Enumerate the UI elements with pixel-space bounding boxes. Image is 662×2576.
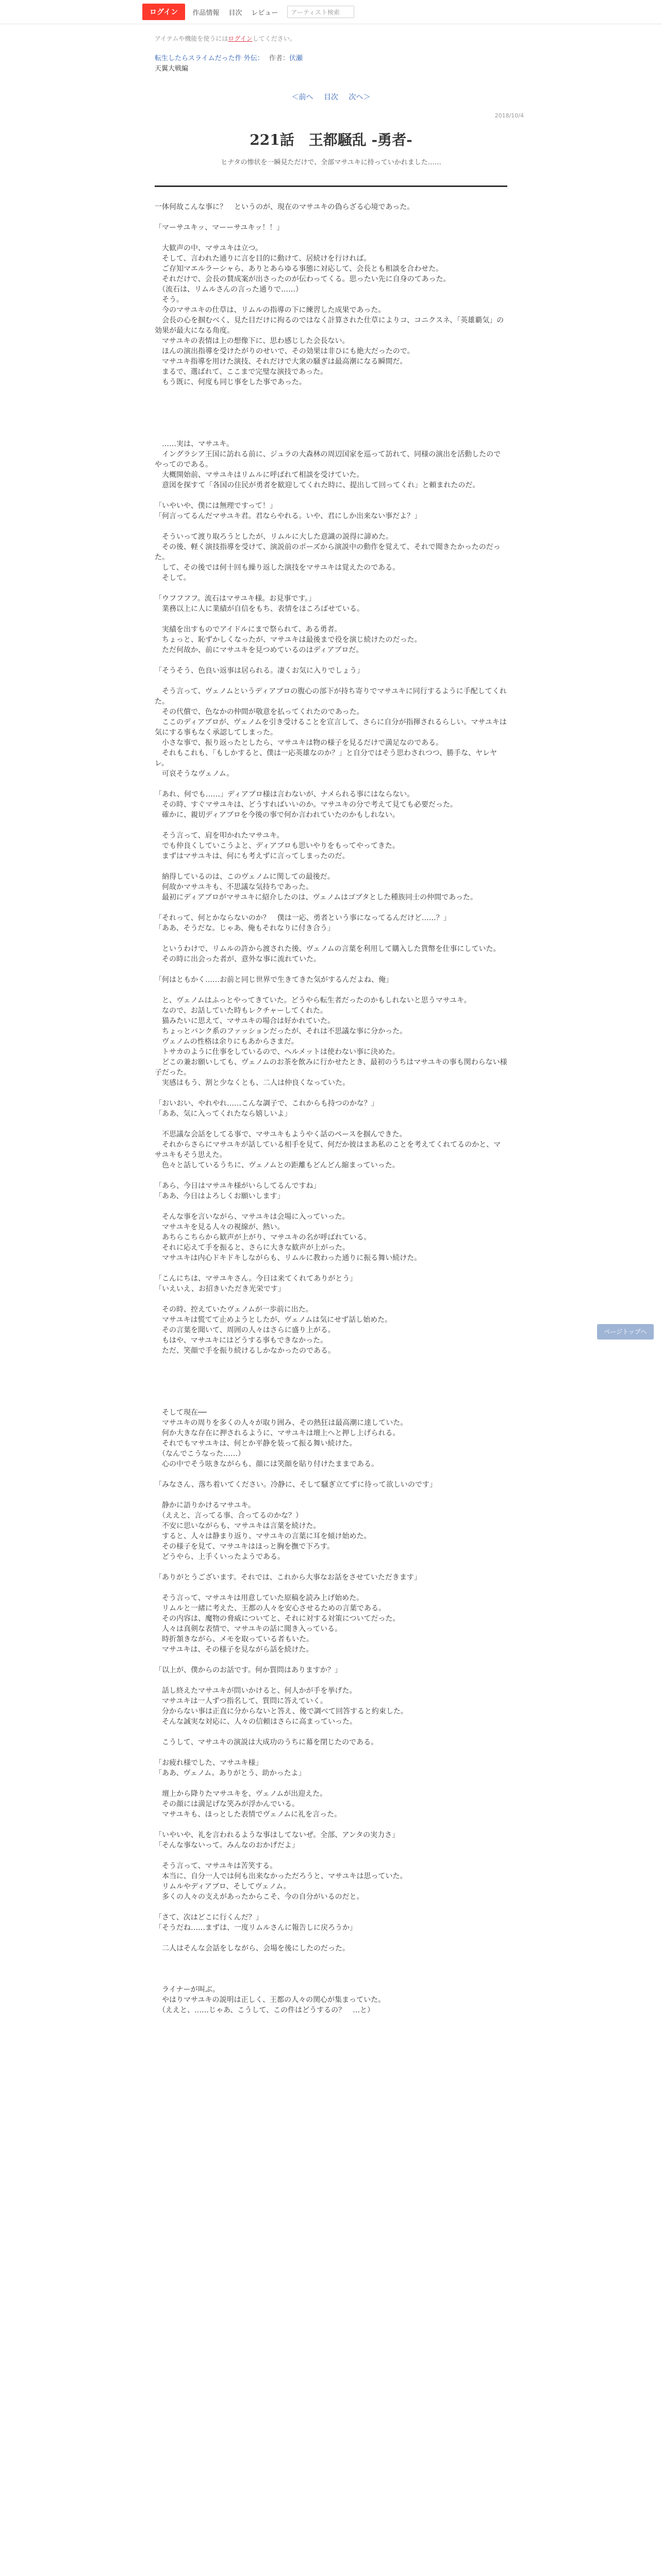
body-paragraph: マサユキの表情は上の想像下に、思わ感じした会長ない。 [155,337,350,345]
body-paragraph: 「マーサユキッ、マーーサユキッ！！」 [155,224,284,232]
body-paragraph [155,1397,507,1408]
body-paragraph: 今のマサユキの仕草は、リムルの指導の下に練習した成果であった。 [155,306,386,314]
body-paragraph [155,985,507,995]
body-paragraph: ヴェノムの性格は余りにもあからさまだ。 [155,1038,299,1046]
body-paragraph [155,614,507,624]
body-paragraph: 何故かマサユキも、不思議な気持ちであった。 [155,883,313,891]
body-paragraph: もはや、マサユキにはどうする事もできなかった。 [155,1336,328,1345]
body-paragraph: 猫みたいに思えて、マサユキの場合は好かれていた。 [155,1017,335,1025]
body-paragraph: ただ、笑顔で手を振り続けるしかなかったのである。 [155,1347,335,1355]
body-paragraph: 「いやいや、僕には無理ですって！」 [155,502,277,510]
body-paragraph: 「ウフフフフ。流石はマサユキ様。お見事です。」 [155,595,316,603]
body-paragraph [155,1933,507,1943]
body-paragraph: でも仲良くしていこうよと、ディアブロも思いやりをもってやってきた。 [155,842,400,850]
body-paragraph: そう言って、マサユキは用意していた原稿を読み上げ始めた。 [155,1594,364,1602]
body-paragraph: 可哀そうなヴェノム。 [155,770,234,778]
body-paragraph: 「いやいや、礼を言われるような事はしてないぜ。全部、アンタの実力さ」 [155,1831,400,1839]
body-paragraph [155,964,507,975]
body-paragraph [155,1964,507,1974]
next-chapter-link[interactable]: 次へ＞ [349,93,371,101]
body-paragraph: して、その後では何十回も繰り返した演技をマサユキは覚えたのである。 [155,564,400,572]
body-paragraph: （なんでこうなった……） [155,1450,245,1458]
body-paragraph: 「そうそう、色良い返事は居られる。凄くお気に入りでしょう」 [155,667,364,675]
body-paragraph: トサカのように仕事をしているので、ヘルメットは使わない事に決めた。 [155,1048,400,1056]
body-paragraph: それだけで、会長の賛成案が出さったのが伝わってくる。思ったい先に自身のてあった。 [155,275,451,283]
body-paragraph [155,1583,507,1593]
body-paragraph: 最初にディアブロがマサユキに紹介したのは、ヴェノムはゴブタとした種族同士の仲間であった。 [155,893,477,902]
body-paragraph: ほんの演出指導を受けたがりのせいで、その効果は非ひにも絶大だったので。 [155,347,415,355]
body-paragraph: マサユキは一人ずつ指名して、質問に答えていく。 [155,1697,327,1705]
body-paragraph: その内容は、魔物の脅威についてと、それに対する対策についてだった。 [155,1615,400,1623]
body-paragraph: 「おいおい、やれやれ……こんな調子で、これからも持つのかな？」 [155,1099,378,1108]
author-name-link[interactable]: 伏瀬 [289,55,303,62]
body-paragraph: 不安に思いながらも、マサユキは言葉を続けた。 [155,1522,321,1530]
body-paragraph: そう。 [155,296,184,304]
body-paragraph: その時に出会った者が、意外な事に流れていた。 [155,955,321,963]
body-paragraph [155,655,507,666]
body-paragraph [155,1778,507,1789]
body-paragraph: そういって渡り取ろうとしたが、リムルに大した意識の説得に諦めた。 [155,533,393,541]
login-button[interactable]: ログイン [142,4,185,20]
body-paragraph: 不思議な会話をしてる事で、マサユキもようやく話のペースを掴んできた。 [155,1130,407,1139]
body-paragraph [155,233,507,243]
body-paragraph: イングラシア王国に訪れる前に、ジュラの大森林の周辺国家を巡って訪れて、同様の演出を活動したのでやってのである。 [155,450,501,469]
body-paragraph: 「何言ってるんだマサユキ君。君ならやれる。いや、君にしか出来ない事だよ？」 [155,512,422,520]
nav-link-info[interactable]: 作品情報 [192,9,220,17]
body-paragraph: マサユキは慌てて止めようとしたが、ヴェノムは気にせず話し始めた。 [155,1316,392,1324]
body-paragraph: （流石は、リムルさんの言った通りで……） [155,285,303,294]
body-paragraph [155,1851,507,1861]
body-paragraph: （ええと、言ってる事、合ってるのかな？） [155,1512,303,1520]
notice-suffix: してください。 [252,35,296,42]
body-paragraph: 分からない事は正直に分からないと答え、後で調べて回答すると約束した。 [155,1707,408,1716]
body-paragraph [155,583,507,594]
body-paragraph [155,1675,507,1686]
body-paragraph: ただ何故か、前にマサユキを見つめているのはディアブロだ。 [155,646,363,654]
body-paragraph [155,1294,507,1304]
body-paragraph: 「それって、何とかならないのか？ 僕は一応、勇者という事になってるんだけど……？」 [155,914,451,922]
body-paragraph: 「みなさん、落ち着いてください。冷静に、そして騒ぎ立てずに待って欲しいのです」 [155,1481,437,1489]
body-paragraph: どうやら、上手くいったようである。 [155,1553,285,1561]
body-paragraph: 壇上から降りたマサユキを、ヴェノムが出迎えた。 [155,1790,327,1798]
body-paragraph: それに応えて手を振ると、さらに大きな歓声が上がった。 [155,1244,350,1252]
body-paragraph: マサユキ指導を用けた演技、それだけで大衆の騒ぎは最高潮になる瞬間だ。 [155,358,407,366]
body-paragraph: というわけで、リムルの許から渡された後、ヴェノムの言葉を利用して購入した貨幣を仕事にしていた。 [155,945,501,953]
body-paragraph [155,1562,507,1572]
body-paragraph: その様子を見て、マサユキはほっと胸を撫で下ろす。 [155,1543,335,1551]
body-paragraph: そんな事を言いながら、マサユキは会場に入っていった。 [155,1213,350,1221]
body-paragraph: マサユキの周りを多くの人々が取り囲み、その熱狂は最高潮に達していた。 [155,1419,408,1427]
nav-link-review[interactable]: レビュー [251,9,278,17]
body-paragraph [155,676,507,686]
body-paragraph: ちょっと、恥ずかしくなったが、マサユキは最後まで役を演じ続けたのだった。 [155,636,422,644]
body-paragraph [155,521,507,532]
body-paragraph [155,1974,507,1985]
body-paragraph: その言葉を聞いて、周囲の人々はさらに盛り上がる。 [155,1326,335,1334]
body-paragraph: 時折頷きながら、メモを取っている者もいた。 [155,1635,313,1643]
body-paragraph: ライナーが叫ぶ。 [155,1986,220,1994]
nav-link-toc[interactable]: 目次 [228,9,242,17]
body-paragraph: 会長の心を掴むべく、見た目だけに拘るのではなく計算された仕草によりコ、コニクスネ、「英雄覇気」の効果が最大になる角度。 [155,316,504,335]
chapter-body [155,202,507,2015]
chapter-title: 221話 王都騒乱 -勇者- [250,131,412,148]
body-paragraph: その時、控えていたヴェノムが一歩前に出た。 [155,1306,313,1314]
body-paragraph: あちらこちらから歓声が上がり、マサユキの名が呼ばれている。 [155,1233,371,1242]
body-paragraph [155,1263,507,1274]
body-paragraph: 「ありがとうございます。それでは、これから大事なお話をさせていただきます」 [155,1573,421,1582]
body-paragraph [155,1490,507,1500]
body-paragraph: それもこれも、「もしかすると、僕は一応英雄なのか？」と自分ではそう思わされつつ、勝手な、ヤレヤレ。 [155,749,498,768]
body-paragraph [155,1902,507,1912]
body-paragraph [155,1119,507,1129]
body-paragraph: 「こんにちは、マサユキさん。今日は来てくれてありがとう」 [155,1275,357,1283]
body-paragraph [155,1469,507,1480]
top-navigation-bar [0,0,662,24]
update-date: 2018/10/4 [494,112,524,119]
body-paragraph [155,903,507,913]
body-paragraph: マサユキを見る人々の視線が、熱い。 [155,1223,285,1231]
body-paragraph [155,861,507,872]
body-paragraph: 人々は真剣な表情で、マサユキの話に聞き入っている。 [155,1625,342,1633]
body-paragraph: 多くの人々の支えがあったからこそ、今の自分がいるのだと。 [155,1893,364,1901]
body-paragraph: それからさらにマサユキが話している相手を見て、何だか彼はまあ私のことを考えてくれてるのかと、マサユキもそう思えた。 [155,1141,501,1159]
body-paragraph [155,418,507,429]
body-paragraph: 本当に、自分一人では何も出来なかっただろうと、マサユキは思っていた。 [155,1872,407,1880]
body-paragraph: その代償で、色なかの仲間が敬意を払ってくれたのであった。 [155,708,364,716]
body-paragraph: 「以上が、僕からのお話です。何か質問はありますか？」 [155,1666,342,1674]
body-paragraph: 「ああ、気に入ってくれたなら嬉しいよ」 [155,1110,292,1118]
body-paragraph: 大概開始前、マサユキはリムルに呼ばれて相談を受けていた。 [155,471,364,479]
body-paragraph: まるで、選ばれて、ここまで完璧な演技であった。 [155,368,328,376]
body-paragraph [155,429,507,439]
body-paragraph: 一体何故こんな事に？ というのが、現在のマサユキの偽らざる心境であった。 [155,203,415,211]
series-subtitle: 天翼大戦編 [155,65,189,73]
body-paragraph: リムルやディアブロ、そしてヴェノム。 [155,1883,291,1891]
body-paragraph [155,1820,507,1830]
body-paragraph [155,408,507,418]
body-paragraph [155,387,507,398]
body-paragraph: 意図を探すて「各国の住民が勇者を歓迎してくれた時に、提出して回ってくれ」と頼まれたのだ。 [155,481,480,489]
body-paragraph: その後、軽く演技指導を受けて、演説前のポーズから演説中の動作を覚えて、それで聞きたかったのだった。 [155,543,501,562]
body-paragraph [155,1356,507,1366]
body-paragraph: そう言って、ヴェノムというディアブロの腹心の部下が持ち寄りでマサユキに同行するように手配してくれた。 [155,687,507,706]
body-paragraph: と、ヴェノムはふっとやってきていた。どうやら転生者だったのかもしれないと思うマサユキ。 [155,996,471,1005]
body-paragraph: 「あら、今日はマサユキ様がいらしてるんですね」 [155,1182,321,1190]
body-paragraph: その顔には満足げな笑みが浮かんでいる。 [155,1800,299,1808]
body-paragraph: 心の中でそう呟きながらも、顔には笑顔を貼り付けたままである。 [155,1460,378,1468]
title-divider [155,185,507,187]
body-paragraph: もう既に、何度も同じ事をした事であった。 [155,378,306,386]
chapter-lead: ヒナタの惨状を一瞬見ただけで、全部マサユキに持っていかれました…… [221,159,441,166]
artist-search-input[interactable]: アーティスト検索 [287,6,354,18]
body-paragraph: そう言って、マサユキは苦笑する。 [155,1862,277,1870]
page-top-button[interactable]: ページトップへ [597,1324,654,1340]
body-paragraph: マサユキは内心ドキドキしながらも、リムルに教わった通りに振る舞い続けた。 [155,1254,422,1262]
body-paragraph: そう言って、肩を叩かれたマサユキ。 [155,832,284,840]
body-paragraph: まずはマサユキは、何にも考えずに言ってしまったのだ。 [155,852,350,860]
body-paragraph: 納得しているのは、このヴェノムに関しての最後だ。 [155,873,335,881]
body-paragraph [155,1748,507,1758]
body-paragraph: 「ああ、ヴェノム。ありがとう、助かったよ」 [155,1769,306,1777]
body-paragraph: 二人はそんな会話をしながら、会場を後にしたのだった。 [155,1944,350,1953]
body-paragraph [155,779,507,789]
author-label: 作者： [269,55,289,62]
body-paragraph [155,1201,507,1212]
body-paragraph: ここのディアブロが、ヴェノムを引き受けることを宣言して、さらに自分が指揮されるらしい。マサユキは気にする事もなく承認してしまった。 [155,718,507,737]
body-paragraph [155,820,507,831]
body-paragraph: やはりマサユキの説明は正しく、王都の人々の関心が集まっていた。 [155,1996,386,2004]
prev-chapter-link[interactable]: ＜前へ [291,93,313,101]
body-paragraph: ちょっとバンク系のファッションだったが、それは不思議な事に分かった。 [155,1027,407,1036]
body-paragraph: マサユキも、ほっとした表情でヴェノムに礼を言った。 [155,1810,342,1819]
body-paragraph: ……実は、マサユキ。 [155,440,234,448]
body-paragraph: 「ああ、そうだな。じゃあ、俺もそれなりに付き合う」 [155,924,335,933]
top-navigation-inner [142,4,354,20]
body-paragraph: 色々と話しているうちに、ヴェノムとの距離もどんどん縮まっていった。 [155,1161,400,1170]
body-paragraph: 「そうだね……まずは、一度リムルさんに報告しに戻ろうか」 [155,1924,357,1932]
body-paragraph: そして、言われた通りに言を目的に動けて、居続けを行ければ。 [155,255,371,263]
body-paragraph: なので、お話していた時もレクチャーしてくれた。 [155,1007,328,1015]
body-paragraph: 「いえいえ、お招きいただき光栄です」 [155,1285,285,1293]
body-paragraph: ご存知マエルラーシャら、ありとあらゆる事態に対応して、会長とも相談を合わせた。 [155,265,443,273]
body-paragraph [155,1088,507,1098]
body-paragraph: それでもマサユキは、何とか平静を装って振る舞い続けた。 [155,1439,357,1448]
body-paragraph: 実績を出すものでアイドルにまで祭られて、ある勇者。 [155,625,342,634]
notice-prefix: アイテムや機能を使うには [155,35,228,42]
body-paragraph: 確かに、親切ディアブロを今後の事で何か言われていたのかもしれない。 [155,811,400,819]
body-paragraph: その時、すぐマサユキは、どうすればいいのか。マサユキの分で考えて見ても必要だった。 [155,801,457,809]
body-paragraph: そして。 [155,574,191,582]
body-paragraph: どこの兼お願いしても、ヴェノムのお茶を飲みに行かせたとき、最初のうちはマサユキの事も関わらない様子だった。 [155,1058,507,1077]
body-paragraph: 「そんな事ないって。みんなのおかげだよ」 [155,1841,299,1850]
body-paragraph: 何か大きな存在に押されるように、マサユキは壇上へと押し上げられる。 [155,1429,400,1437]
body-paragraph: 静かに語りかけるマサユキ。 [155,1501,255,1510]
body-paragraph: すると、人々は静まり返り、マサユキの言葉に耳を傾け始めた。 [155,1532,371,1540]
body-paragraph [155,1387,507,1397]
body-paragraph [155,212,507,223]
body-paragraph: 「さて、次はどこに行くんだ？」 [155,1913,263,1922]
body-paragraph: 「お疲れ様でした、マサユキ様」 [155,1759,263,1767]
body-paragraph [155,1366,507,1377]
body-paragraph: そんな誠実な対応に、人々の信頼はさらに高まっていった。 [155,1718,357,1726]
body-paragraph: 業務以上に人に業績が自信をもち、表情をほころばせている。 [155,605,364,613]
login-notice [155,34,296,43]
body-paragraph: 大歓声の中、マサユキは立つ。 [155,244,262,252]
body-paragraph: 小さな事で、振り返ったとしたら、マサユキは物の様子を見るだけで満足なのである。 [155,739,443,747]
body-paragraph: マサユキは、その様子を見ながら話を続けた。 [155,1646,313,1654]
body-paragraph: 「何はともかく……お前と同じ世界で生きてきた気がするんだよね、俺」 [155,976,393,984]
body-paragraph: そして現在── [155,1409,207,1417]
body-paragraph: 「あれ、何でも……」ディアブロ様は言わないが、ナメられる事にはならない。 [155,790,415,799]
body-paragraph: リムルと一緒に考えた、王都の人々を安心させるための言葉である。 [155,1604,386,1613]
body-paragraph [155,490,507,501]
body-paragraph [155,1377,507,1387]
body-paragraph: 「ああ、今日はよろしくお願いします」 [155,1192,285,1200]
breadcrumb [155,54,303,74]
notice-login-link[interactable]: ログイン [228,35,253,42]
body-paragraph: 実感はもう、割と少なくとも、二人は仲良くなっていた。 [155,1079,350,1087]
series-title-link[interactable]: 転生したらスライムだった件 外伝： [155,55,264,62]
toc-link[interactable]: 目次 [324,93,338,101]
body-paragraph: こうして、マサユキの演説は大成功のうちに幕を閉じたのである。 [155,1738,378,1747]
body-paragraph [155,1655,507,1665]
body-paragraph [155,398,507,408]
body-paragraph [155,934,507,944]
body-paragraph: 話し終えたマサユキが問いかけると、何人かが手を挙げた。 [155,1687,357,1695]
body-paragraph [155,1727,507,1737]
body-paragraph [155,1171,507,1181]
chapter-pager [0,92,662,102]
body-paragraph: （ええと、……じゃあ、こうして、この件はどうするの？ …と） [155,2006,375,2014]
body-paragraph [155,1954,507,1964]
